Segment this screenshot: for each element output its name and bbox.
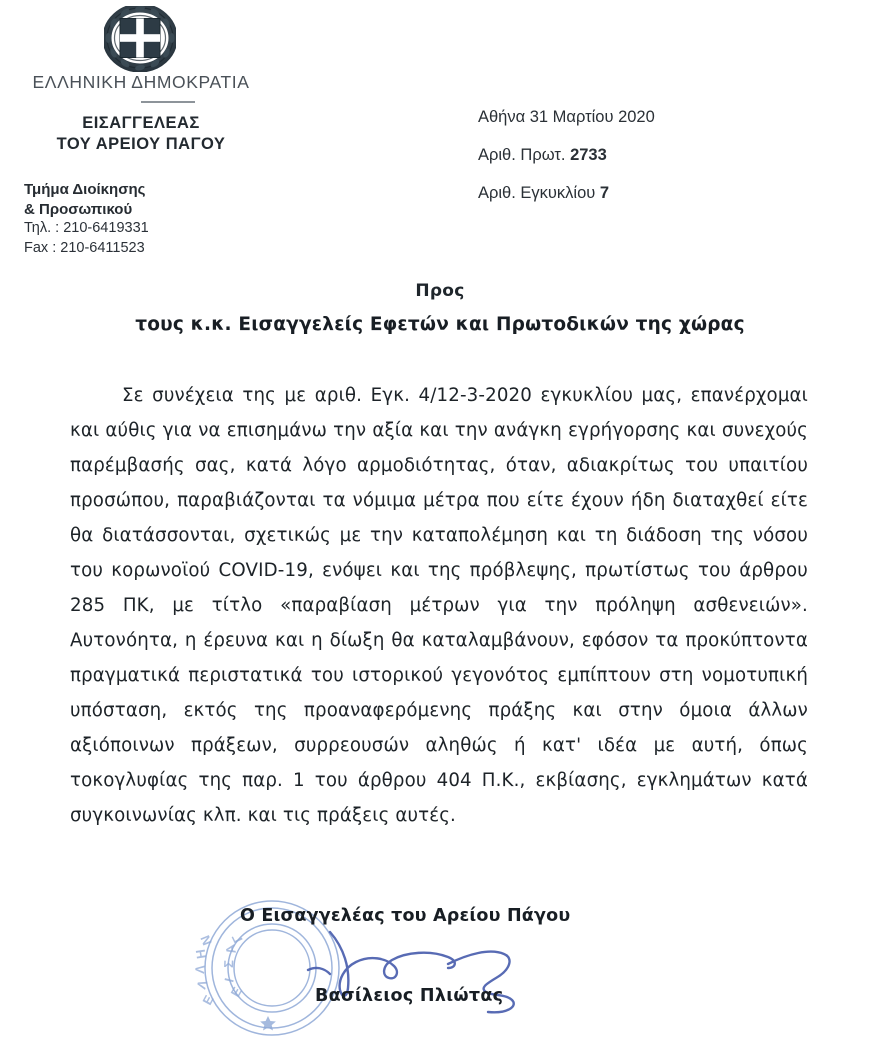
body-paragraph: Σε συνέχεια της με αριθ. Εγκ. 4/12-3-2020 εγκυκλίου μας, επανέρχομαι και αύθις για να επισημάνω την αξία και την ανάγκη εγρήγορσης και συνεχούς παρέμβασής σας, κατά λόγο αρμοδιότητας, όταν, αδιακρίτως του υπαιτίου προσώπου, παραβιάζονται τα νόμιμα μέτρα που είτε έχουν ήδη διαταχθεί είτε θα διατάσσονται, σχετικώς με την καταπολέμηση και τη διάδοση της νόσου του κορωνοϊού COVID-19, ενόψει και της πρόβλεψης, πρωτίστως του άρθρου 285 ΠΚ, με τίτλο «παραβίαση μέτρων για την πρόληψη ασθενειών». Αυτονόητα, η έρευνα και η δίωξη θα καταλαμβάνουν, εφόσον τα προκύπτοντα πραγματικά περιστατικά του ιστορικού γεγονότος εμπίπτουν στη νομοτυπική υπόσταση, εκτός της προαναφερόμενης πράξης και στην όμοια άλλων αξιόποινων πράξεων, συρρεουσών αληθώς ή κατ' ιδέα με αυτή, όπως τοκογλυφίας της παρ. 1 του άρθρου 404 Π.Κ., εκβίασης, εγκλημάτων κατά συγκοινωνίας κλπ. και τις πράξεις αυτές. <box>70 385 808 826</box>
republic-title: ΕΛΛΗΝΙΚΗ ΔΗΜΟΚΡΑΤΙΑ <box>32 72 250 92</box>
svg-text:Λ: Λ <box>192 964 208 975</box>
greek-coat-of-arms-icon <box>104 6 176 72</box>
svg-text:Σ: Σ <box>221 959 237 969</box>
svg-text:Ι: Ι <box>221 976 237 984</box>
office-title-line2: ΤΟΥ ΑΡΕΙΟΥ ΠΑΓΟΥ <box>56 135 226 153</box>
svg-text:Ε: Ε <box>199 992 217 1008</box>
document-meta <box>478 108 858 222</box>
department-name-line2: & Προσωπικού <box>24 200 133 218</box>
department-fax: Fax : 210-6411523 <box>24 239 145 256</box>
signatory-title: Ο Εισαγγελέας του Αρείου Πάγου <box>240 906 571 926</box>
department-phone: Τηλ. : 210-6419331 <box>24 220 149 236</box>
letterhead-divider <box>141 101 195 103</box>
svg-text:Η: Η <box>192 948 209 960</box>
svg-text:Γ: Γ <box>228 931 246 946</box>
office-title-line1: ΕΙΣΑΓΓΕΛΕΑΣ <box>82 114 200 132</box>
department-contact-block <box>24 180 284 258</box>
place-and-date: Αθήνα 31 Μαρτίου 2020 <box>478 108 655 126</box>
svg-text:Λ: Λ <box>193 978 211 991</box>
svg-text:Ε: Ε <box>227 984 245 1000</box>
signatory-name: Βασίλειος Πλιώτας <box>315 986 504 1006</box>
department-name-line1: Τμήμα Διοίκησης <box>24 181 146 198</box>
recipient-to-label: Προς <box>415 281 465 301</box>
office-title <box>0 113 282 155</box>
document-body <box>70 378 808 833</box>
circular-number-row <box>478 184 858 203</box>
protocol-number: 2733 <box>570 146 607 164</box>
svg-text:Ν: Ν <box>197 933 215 948</box>
protocol-number-row <box>478 146 858 165</box>
circular-label: Αριθ. Εγκυκλίου <box>478 184 596 202</box>
protocol-label: Αριθ. Πρωτ. <box>478 146 566 164</box>
circular-number: 7 <box>599 184 610 202</box>
recipient-block <box>0 281 880 335</box>
signature-block <box>0 900 880 1044</box>
recipient-addressees: τους κ.κ. Εισαγγελείς Εφετών και Πρωτοδικών της χώρας <box>135 314 745 335</box>
svg-text:Α: Α <box>222 943 239 956</box>
